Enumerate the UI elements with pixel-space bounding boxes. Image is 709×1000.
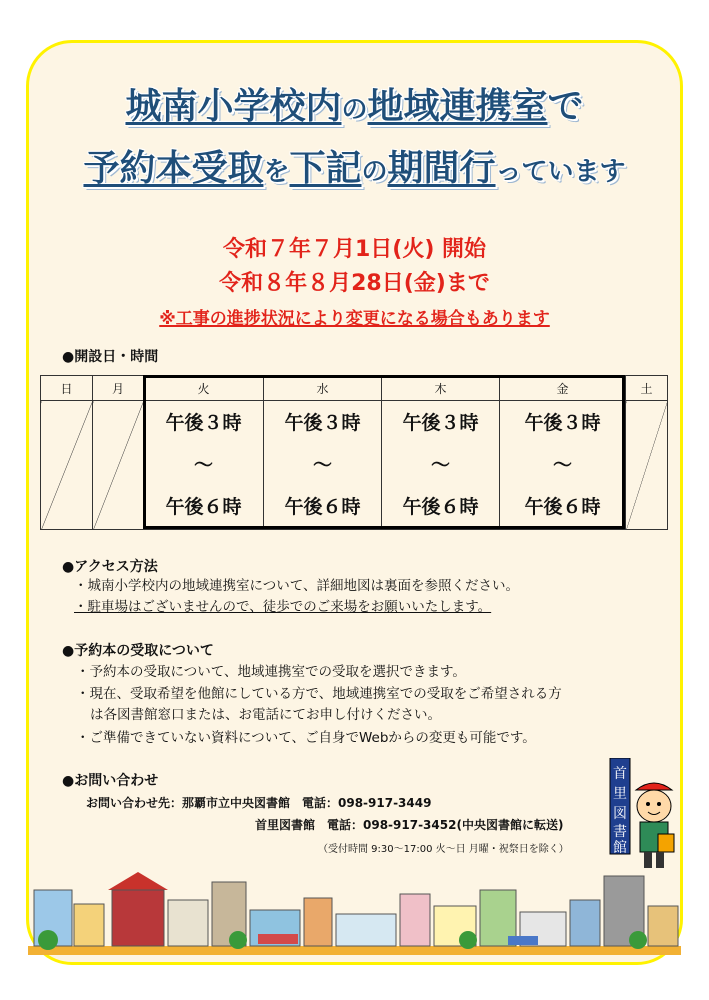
close-time: 午後６時 [402,496,479,518]
period-start: 令和７年７月1日(火) 開始 [222,237,487,262]
contact-main: お問い合わせ先：那覇市立中央図書館 電話：098-917-3449 [86,796,432,810]
mascot-sign-char-4: 書 [613,824,627,840]
close-time: 午後６時 [524,496,601,518]
closed-cell-sat [626,401,668,530]
hours-cell-fri [500,401,626,530]
mascot-sign-char-5: 館 [613,840,627,856]
title-line-2 [0,140,709,191]
day-tue: 火 [144,376,264,401]
day-fri: 金 [500,376,626,401]
title-particle-de: で [547,86,584,127]
hours-cell-tue [144,401,264,530]
pickup-heading: ●予約本の受取について [62,643,214,659]
open-time: 午後３時 [284,412,361,434]
hours-cell-thu [382,401,500,530]
title-period: 期間行 [387,148,496,189]
mascot-sign-char-1: 首 [613,766,627,782]
day-wed: 水 [264,376,382,401]
tilde: 〜 [312,454,332,476]
closed-cell-sun [41,401,93,530]
tilde: 〜 [193,454,213,476]
title-school: 城南小学校内 [125,86,342,127]
pickup-line-2: ・現在、受取希望を他館にしている方で、地域連携室での受取をご希望される方 [76,686,562,702]
pickup-line-1: ・予約本の受取について、地域連携室での受取を選択できます。 [76,664,466,680]
day-thu: 木 [382,376,500,401]
day-mon: 月 [93,376,144,401]
open-time: 午後３時 [402,412,479,434]
pickup-line-3: ・ご準備できていない資料について、ご自身でWebからの変更も可能です。 [76,730,536,746]
close-time: 午後６時 [165,496,242,518]
period-note: ※工事の進捗状況により変更になる場合もあります [159,309,550,329]
access-heading: ●アクセス方法 [62,559,158,575]
title-particle-no: の [361,157,388,187]
open-time: 午後３時 [165,412,242,434]
title-room: 地域連携室 [367,86,548,127]
tilde: 〜 [430,454,450,476]
period-end: 令和８年８月28日(金)まで [219,271,490,296]
day-sat: 土 [626,376,668,401]
closed-cell-mon [93,401,144,530]
title-pickup: 予約本受取 [83,148,264,189]
title-particle-wo: を [263,157,290,187]
mascot-sign-char-3: 図 [613,806,627,822]
close-time: 午後６時 [284,496,361,518]
tilde: 〜 [552,454,572,476]
open-time: 午後３時 [524,412,601,434]
contact-heading: ●お問い合わせ [62,773,159,789]
schedule-heading: ●開設日・時間 [62,349,159,365]
contact-branch: 首里図書館 電話：098-917-3452(中央図書館に転送) [255,818,564,832]
cityscape-illustration [28,860,681,955]
mascot-sign-char-2: 里 [613,786,627,802]
title-line-1 [0,78,709,129]
access-line-1: ・城南小学校内の地域連携室について、詳細地図は裏面を参照ください。 [74,578,519,594]
schedule-table [40,375,668,530]
hours-cell-wed [264,401,382,530]
title-tail: っています [495,157,626,187]
day-sun: 日 [41,376,93,401]
title-below: 下記 [289,148,362,189]
contact-hours: （受付時間 9:30〜17:00 火〜日 月曜・祝祭日を除く） [318,844,569,855]
title-particle: の [341,95,368,125]
access-line-2: ・駐車場はございませんので、徒歩でのご来場をお願いいたします。 [74,599,492,615]
pickup-line-2b: は各図書館窓口または、お電話にてお申し付けください。 [90,707,441,723]
